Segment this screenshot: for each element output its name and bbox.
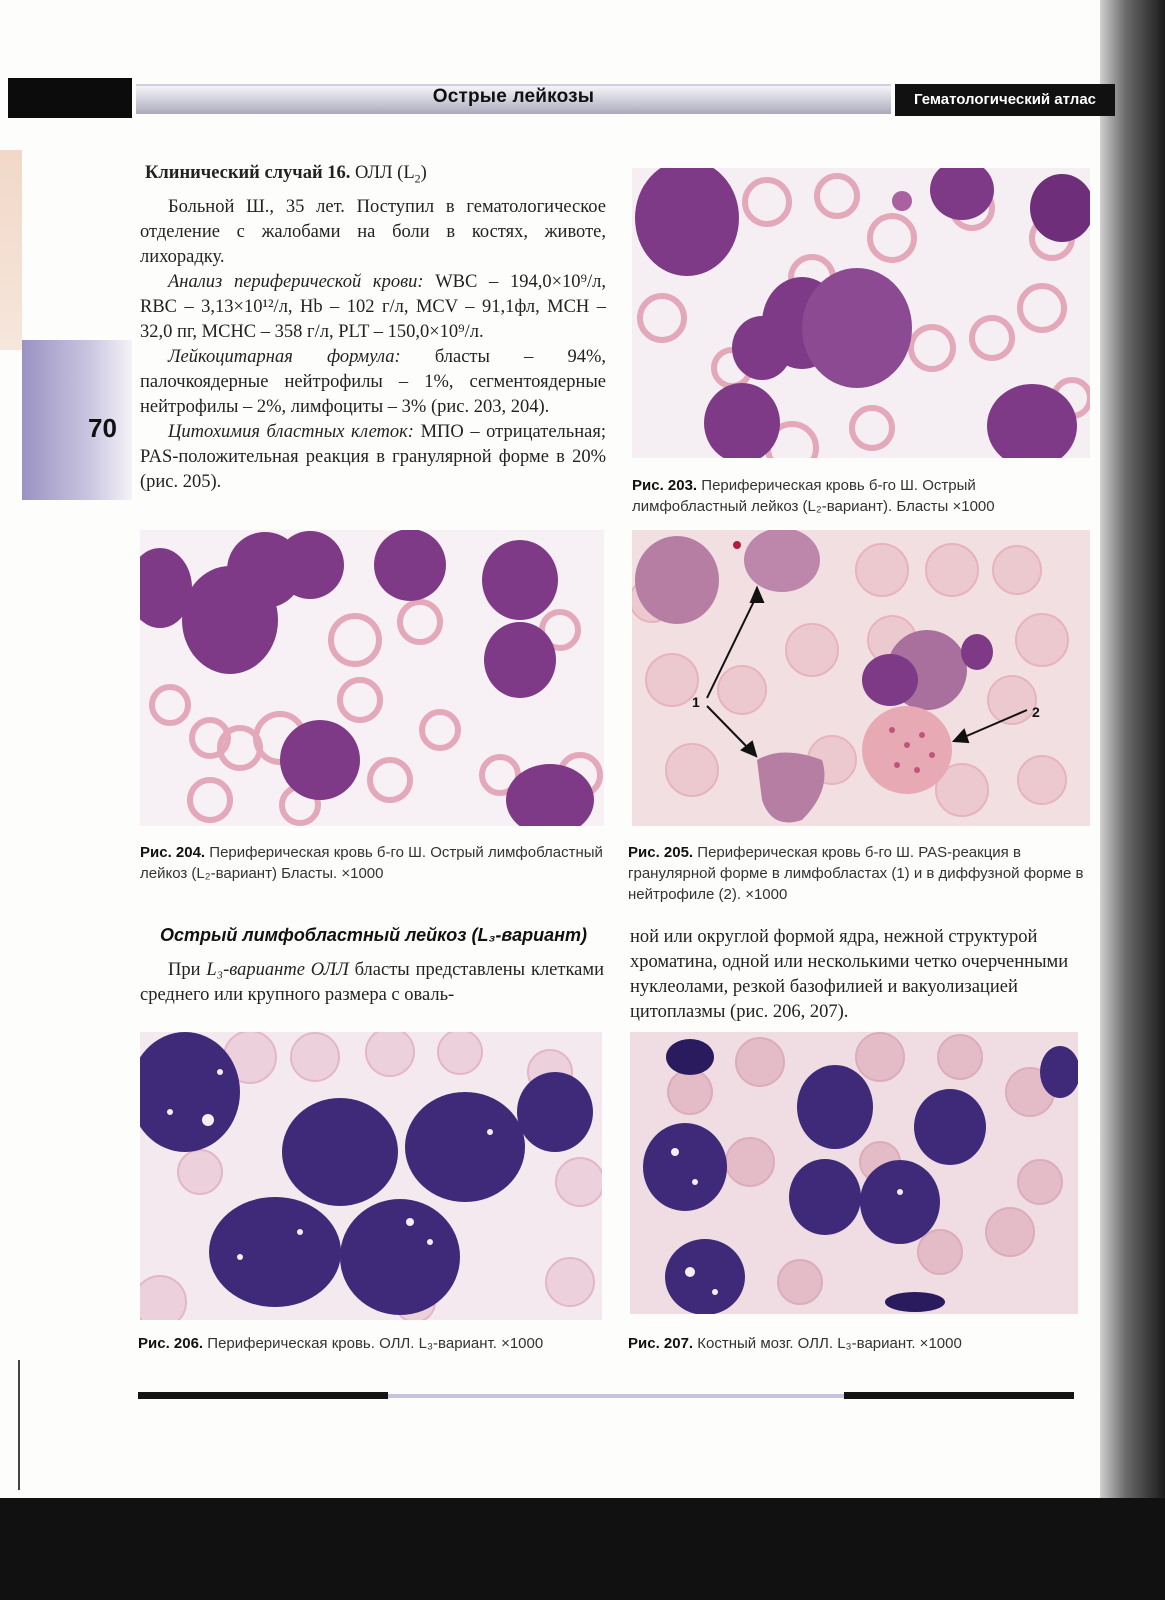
- section-heading: Острый лимфобластный лейкоз (L₃-вариант): [160, 925, 587, 945]
- blood-analysis: Анализ периферической крови: WBC – 194,0×10⁹/л, RBC – 3,13×10¹²/л, Hb – 102 г/л, MCV – 91,1фл, MCH – 32,0 пг, MCHC – 358 г/л, PLT – 150,0×10⁹/л.: [140, 272, 607, 342]
- header-black-block: [8, 78, 132, 118]
- svg-text:1: 1: [692, 694, 700, 710]
- footer-rule-right: [844, 1392, 1074, 1399]
- footer-rule-left: [138, 1392, 388, 1399]
- cytochemistry: Цитохимия бластных клеток: МПО – отрицательная; PAS-положительная реакция в гранулярной форме в 20% (рис. 205).: [140, 422, 606, 492]
- case-paragraph: Больной Ш., 35 лет. Поступил в гематологическое отделение с жалобами на боли в костях, животе, лихорадку.: [140, 197, 606, 267]
- case-heading: Клинический случай 16. ОЛЛ $(L_2)$: [145, 163, 427, 186]
- section-text-right: ной или округлой формой ядра, нежной структурой хроматина, одной или несколькими четко очерченными нуклеолами, резкой базофилией и вакуолизацией цитоплазмы (рис. 206, 207).: [630, 927, 1069, 1022]
- margin-tab-pink: [0, 150, 22, 350]
- scan-background: [0, 1498, 1165, 1600]
- book-spine-edge: [1100, 0, 1165, 1600]
- micrograph-fig-204: [140, 530, 604, 826]
- caption-fig-203: Рис. 203. Периферическая кровь б-го Ш. Острый лимфобластный лейкоз (L₂-вариант). Бласты ×1000: [632, 477, 995, 515]
- footer-rule-middle: [388, 1394, 844, 1398]
- svg-text:2: 2: [1032, 704, 1040, 720]
- micrograph-fig-206: [140, 1032, 602, 1320]
- atlas-title: Гематологический атлас: [895, 84, 1115, 116]
- section-title: Острые лейкозы: [432, 86, 595, 107]
- micrograph-fig-207: [630, 1032, 1078, 1314]
- page-number: 70: [88, 413, 117, 443]
- leukocyte-formula: Лейкоцитарная формула: бласты – 94%, палочкоядерные нейтрофилы – 1%, сегментоядерные нейтрофилы – 2%, лимфоциты – 3% (рис. 203, 204).: [140, 347, 607, 417]
- margin-line: [18, 1360, 20, 1490]
- micrograph-fig-203: [632, 168, 1090, 458]
- caption-fig-207: Рис. 207. Костный мозг. ОЛЛ. L₃-вариант. ×1000: [628, 1335, 962, 1352]
- micrograph-fig-205: [632, 530, 1090, 826]
- caption-fig-205: Рис. 205. Периферическая кровь б-го Ш. PAS-реакция в гранулярной форме в лимфобластах (1) и в диффузной форме в нейтрофиле (2). ×1000: [628, 844, 1084, 903]
- caption-fig-206: Рис. 206. Периферическая кровь. ОЛЛ. L₃-вариант. ×1000: [138, 1335, 544, 1352]
- section-text-left: При L₃-варианте ОЛЛ бласты представлены клетками среднего или крупного размера с оваль-: [140, 960, 604, 1005]
- caption-fig-204: Рис. 204. Периферическая кровь б-го Ш. Острый лимфобластный лейкоз (L₂-вариант) Бласты. ×1000: [140, 844, 603, 882]
- case-text: [140, 195, 606, 495]
